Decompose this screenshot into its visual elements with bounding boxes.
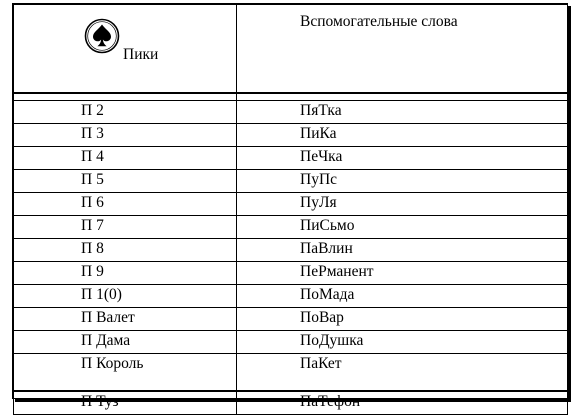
- card-cell: П Туз: [14, 391, 237, 415]
- word-cell: ПоВар: [237, 308, 568, 331]
- table-row: [14, 285, 568, 308]
- table-row: [14, 216, 568, 239]
- header-suit-cell: [14, 5, 237, 94]
- table-row: [14, 101, 568, 124]
- spade-in-circle-icon: [84, 18, 120, 54]
- table-frame: [12, 3, 568, 410]
- word-cell: ПиСьмо: [237, 216, 568, 239]
- word-cell: ПеРманент: [237, 262, 568, 285]
- header-title-cell: [237, 5, 568, 94]
- table-row: [14, 147, 568, 170]
- card-cell: П 7: [14, 216, 237, 239]
- word-cell: ПуПс: [237, 170, 568, 193]
- spacer-row: [14, 93, 568, 101]
- table-row: [14, 239, 568, 262]
- table-row: [14, 193, 568, 216]
- card-cell: П Дама: [14, 331, 237, 354]
- word-cell: ПуЛя: [237, 193, 568, 216]
- word-cell: ПоДушка: [237, 331, 568, 354]
- word-cell: ПяТка: [237, 101, 568, 124]
- suit-label: Пики: [123, 46, 159, 63]
- card-cell: П Валет: [14, 308, 237, 331]
- table-row: [14, 308, 568, 331]
- card-cell: П 6: [14, 193, 237, 216]
- mnemonic-table: [13, 4, 568, 415]
- card-cell: П 9: [14, 262, 237, 285]
- table-row: [14, 170, 568, 193]
- table-header-row: [14, 5, 568, 94]
- word-cell: ПаТефон: [237, 391, 568, 415]
- word-cell: ПаКет: [237, 354, 568, 392]
- card-cell: П 2: [14, 101, 237, 124]
- table-row: [14, 124, 568, 147]
- card-cell: П 4: [14, 147, 237, 170]
- card-cell: П Король: [14, 354, 237, 392]
- word-cell: ПеЧка: [237, 147, 568, 170]
- card-cell: П 3: [14, 124, 237, 147]
- card-cell: П 8: [14, 239, 237, 262]
- table-row: [14, 262, 568, 285]
- table-row: [14, 354, 568, 392]
- column-title: Вспомогательные слова: [300, 13, 458, 30]
- word-cell: ПиКа: [237, 124, 568, 147]
- word-cell: ПаВлин: [237, 239, 568, 262]
- card-cell: П 5: [14, 170, 237, 193]
- card-cell: П 1(0): [14, 285, 237, 308]
- table-row: [14, 331, 568, 354]
- word-cell: ПоМада: [237, 285, 568, 308]
